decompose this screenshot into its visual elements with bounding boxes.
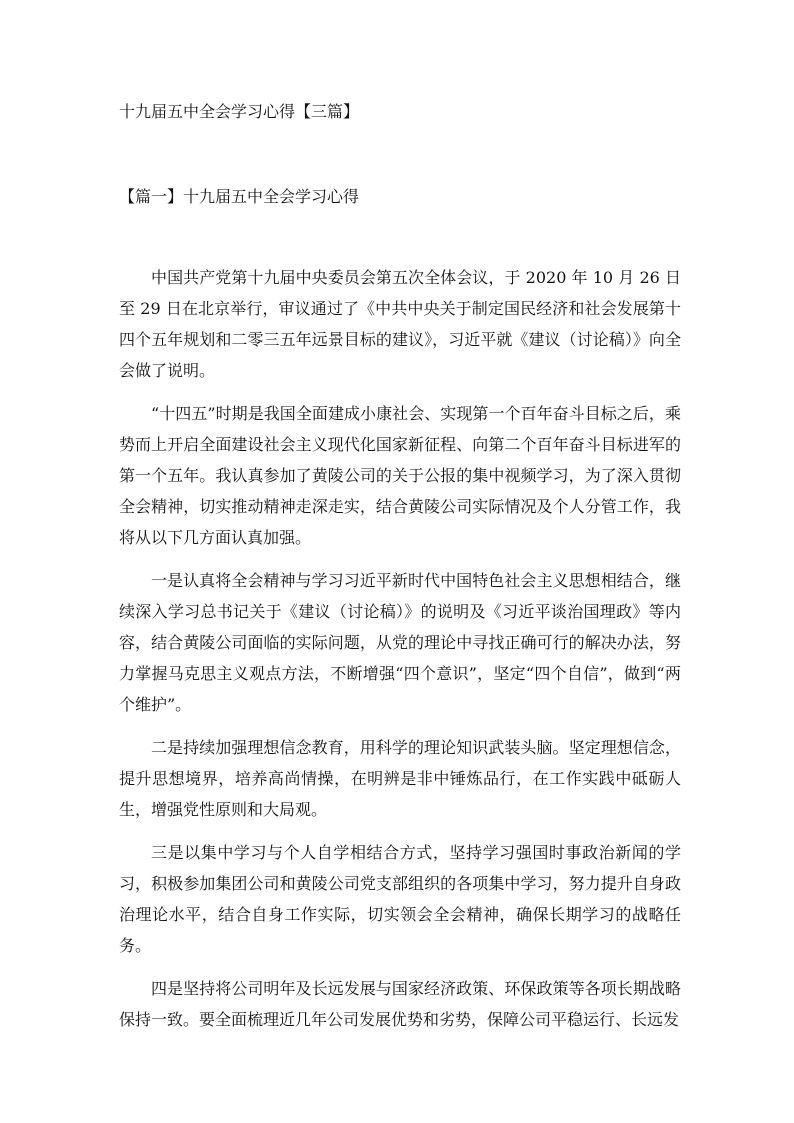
document-title: 十九届五中全会学习心得【三篇】 bbox=[119, 102, 360, 121]
paragraph-14th-five-year: “十四五”时期是我国全面建成小康社会、实现第一个百年奋斗目标之后，乘势而上开启全面建设社会主义现代化国家新征程、向第二个百年奋斗目标进军的第一个五年。我认真参加了黄陵公司的关于公报的集中视频学习，为了深入贯彻全会精神，切实推动精神走深走实，结合黄陵公司实际情况及个人分管工作，我将从以下几方面认真加强。 bbox=[119, 404, 681, 547]
paragraph-point-two: 二是持续加强理想信念教育，用科学的理论知识武装头脑。坚定理想信念，提升思想境界，培养高尚情操，在明辨是非中锤炼品行，在工作实践中砥砺人生，增强党性原则和大局观。 bbox=[119, 738, 681, 819]
paragraph-point-one: 一是认真将全会精神与学习习近平新时代中国特色社会主义思想相结合，继续深入学习总书记关于《建议（讨论稿）》的说明及《习近平谈治国理政》等内容，结合黄陵公司面临的实际问题，从党的理论中寻找正确可行的解决办法，努力掌握马克思主义观点方法，不断增强“四个意识”，坚定“四个自信”，做到“两个维护”。 bbox=[119, 571, 681, 714]
document-body bbox=[119, 262, 681, 1047]
paragraph-intro: 中国共产党第十九届中央委员会第五次全体会议，于 2020 年 10 月 26 日至 29 日在北京举行，审议通过了《中共中央关于制定国民经济和社会发展第十四个五年规划和二零三五年远景目标的建议》，习近平就《建议（讨论稿）》向全会做了说明。 bbox=[119, 268, 681, 380]
paragraph-point-three: 三是以集中学习与个人自学相结合方式，坚持学习强国时事政治新闻的学习，积极参加集团公司和黄陵公司党支部组织的各项集中学习，努力提升自身政治理论水平，结合自身工作实际，切实领会全会精神，确保长期学习的战略任务。 bbox=[119, 843, 681, 955]
section-title: 【篇一】十九届五中全会学习心得 bbox=[119, 187, 360, 206]
paragraph-point-four: 四是坚持将公司明年及长远发展与国家经济政策、环保政策等各项长期战略保持一致。要全面梳理近几年公司发展优势和劣势，保障公司平稳运行、长远发 bbox=[119, 979, 681, 1029]
